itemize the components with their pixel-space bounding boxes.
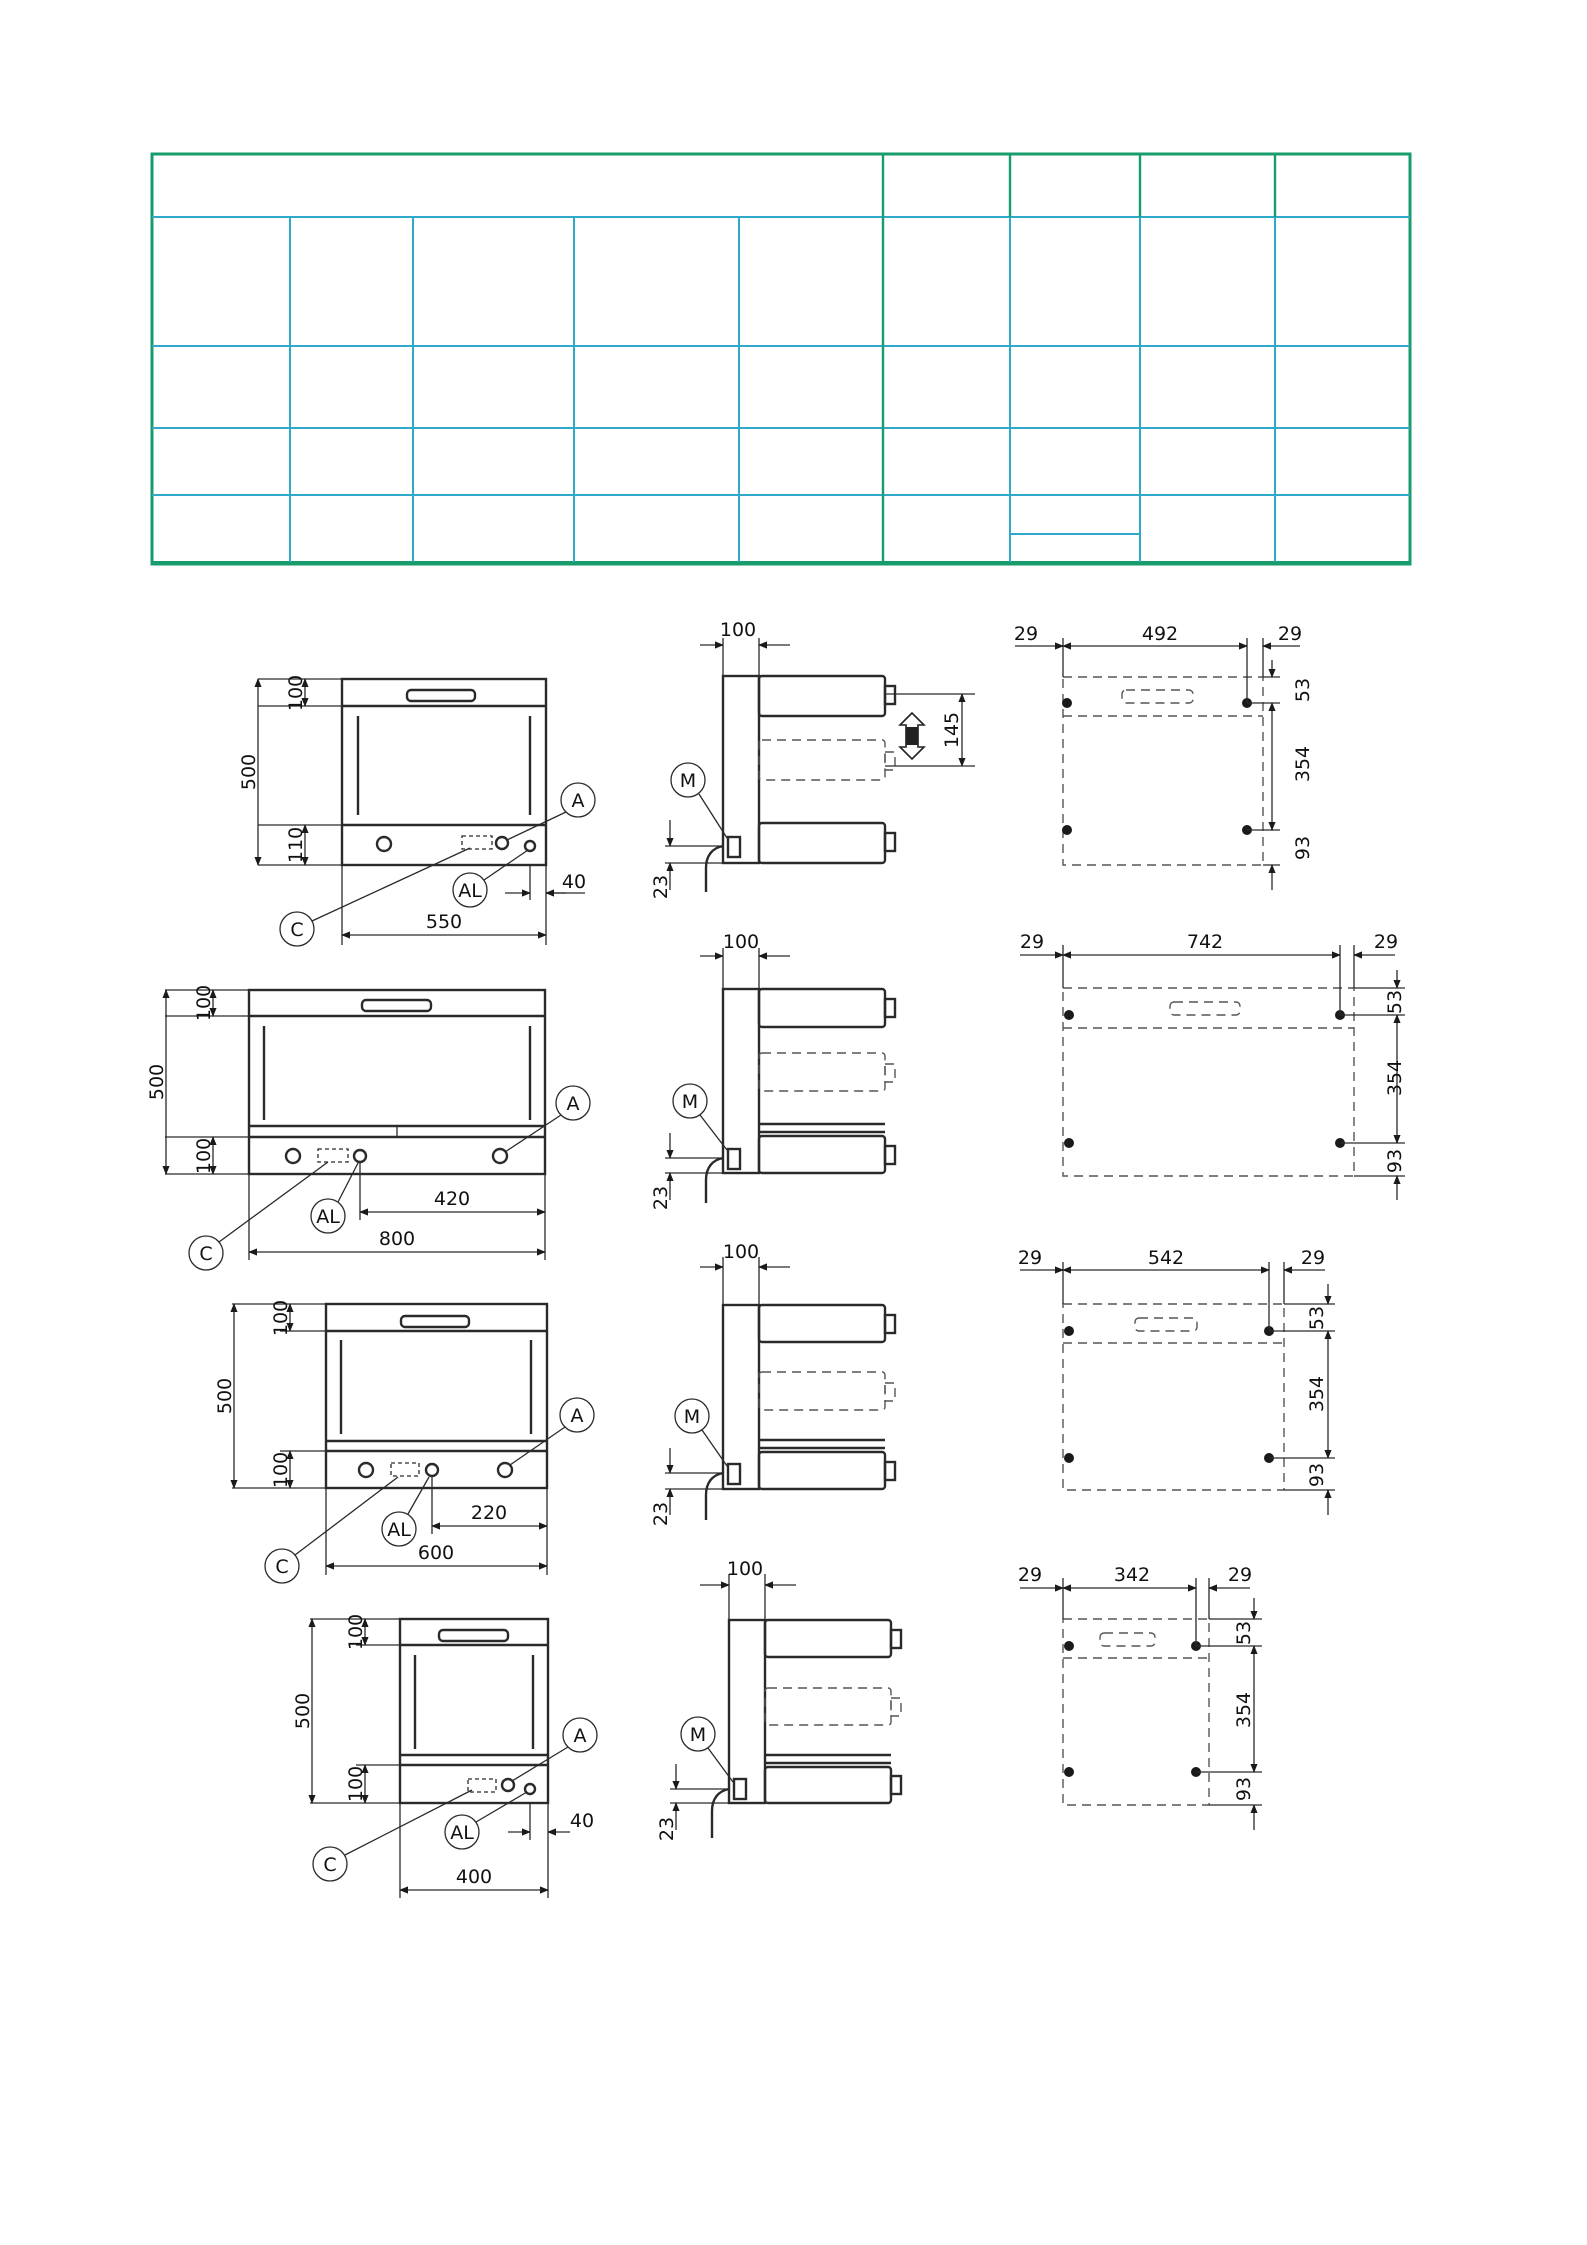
side-4-label-m: M (689, 1724, 707, 1746)
front-4-width: 400 (455, 1866, 493, 1888)
side-1-travel: 145 (941, 711, 963, 749)
mount-4-left: 29 (1017, 1564, 1043, 1586)
side-view-3 (650, 1241, 895, 1526)
front-2-height: 500 (146, 1063, 168, 1101)
front-view-2 (146, 985, 590, 1270)
front-2-label-c: C (199, 1243, 213, 1265)
front-3-label-al: AL (387, 1519, 411, 1541)
mount-view-1 (1014, 623, 1314, 890)
side-1-depth: 100 (719, 619, 757, 641)
side-3-depth: 100 (722, 1241, 760, 1263)
mount-3-center: 542 (1147, 1247, 1185, 1269)
mount-1-center: 492 (1141, 623, 1179, 645)
mount-1-right: 29 (1277, 623, 1303, 645)
mount-2-center: 742 (1186, 931, 1224, 953)
side-4-depth: 100 (726, 1558, 764, 1580)
front-2-offset: 420 (433, 1188, 471, 1210)
mount-3-left: 29 (1017, 1247, 1043, 1269)
front-1-offset: 40 (561, 871, 587, 893)
side-2-base: 23 (650, 1185, 672, 1211)
mount-1-top: 53 (1292, 677, 1314, 703)
front-2-top: 100 (193, 984, 215, 1022)
front-1-label-al: AL (458, 880, 482, 902)
front-1-label-a: A (571, 790, 585, 812)
front-4-label-a: A (573, 1725, 587, 1747)
mount-2-top: 53 (1384, 989, 1406, 1015)
front-3-top: 100 (270, 1299, 292, 1337)
mount-1-left: 29 (1013, 623, 1039, 645)
front-4-label-al: AL (450, 1822, 474, 1844)
mount-view-2 (1020, 931, 1406, 1200)
front-3-offset: 220 (470, 1502, 508, 1524)
side-2-depth: 100 (722, 931, 760, 953)
mount-3-middle: 354 (1306, 1375, 1328, 1413)
mount-1-bottom: 93 (1292, 835, 1314, 861)
front-view-4 (292, 1614, 597, 1898)
mount-4-right: 29 (1227, 1564, 1253, 1586)
front-4-top: 100 (345, 1613, 367, 1651)
side-2-label-m: M (681, 1091, 699, 1113)
mount-2-left: 29 (1019, 931, 1045, 953)
front-1-width: 550 (425, 911, 463, 933)
front-1-top: 100 (285, 674, 307, 712)
mount-view-4 (1018, 1564, 1262, 1830)
front-2-bottom: 100 (193, 1137, 215, 1175)
front-4-bottom: 100 (345, 1765, 367, 1803)
side-1-label-m: M (679, 770, 697, 792)
mount-3-top: 53 (1306, 1305, 1328, 1331)
front-3-bottom: 100 (270, 1451, 292, 1489)
mount-4-bottom: 93 (1233, 1776, 1255, 1802)
front-3-width: 600 (417, 1542, 455, 1564)
side-view-1 (650, 619, 975, 899)
mount-2-middle: 354 (1384, 1059, 1406, 1097)
front-1-label-c: C (290, 919, 304, 941)
front-1-height: 500 (238, 753, 260, 791)
front-3-label-a: A (570, 1405, 584, 1427)
side-3-label-m: M (683, 1406, 701, 1428)
mount-2-right: 29 (1373, 931, 1399, 953)
front-2-label-al: AL (316, 1206, 340, 1228)
mount-3-bottom: 93 (1306, 1462, 1328, 1488)
mount-1-middle: 354 (1292, 745, 1314, 783)
front-view-1 (238, 675, 595, 946)
front-4-offset: 40 (569, 1810, 595, 1832)
mount-4-center: 342 (1113, 1564, 1151, 1586)
front-3-label-c: C (275, 1556, 289, 1578)
front-1-bottom: 110 (285, 826, 307, 864)
mount-4-top: 53 (1233, 1620, 1255, 1646)
side-view-2 (650, 931, 895, 1210)
mount-view-3 (1018, 1247, 1335, 1515)
mount-3-right: 29 (1300, 1247, 1326, 1269)
mount-4-middle: 354 (1233, 1691, 1255, 1729)
side-view-4 (656, 1558, 901, 1841)
front-4-label-c: C (323, 1854, 337, 1876)
side-3-base: 23 (650, 1501, 672, 1527)
side-1-base: 23 (650, 874, 672, 900)
front-view-3 (214, 1300, 594, 1583)
front-4-height: 500 (292, 1692, 314, 1730)
front-2-width: 800 (378, 1228, 416, 1250)
side-4-base: 23 (656, 1816, 678, 1842)
front-2-label-a: A (566, 1093, 580, 1115)
mount-2-bottom: 93 (1384, 1148, 1406, 1174)
front-3-height: 500 (214, 1377, 236, 1415)
